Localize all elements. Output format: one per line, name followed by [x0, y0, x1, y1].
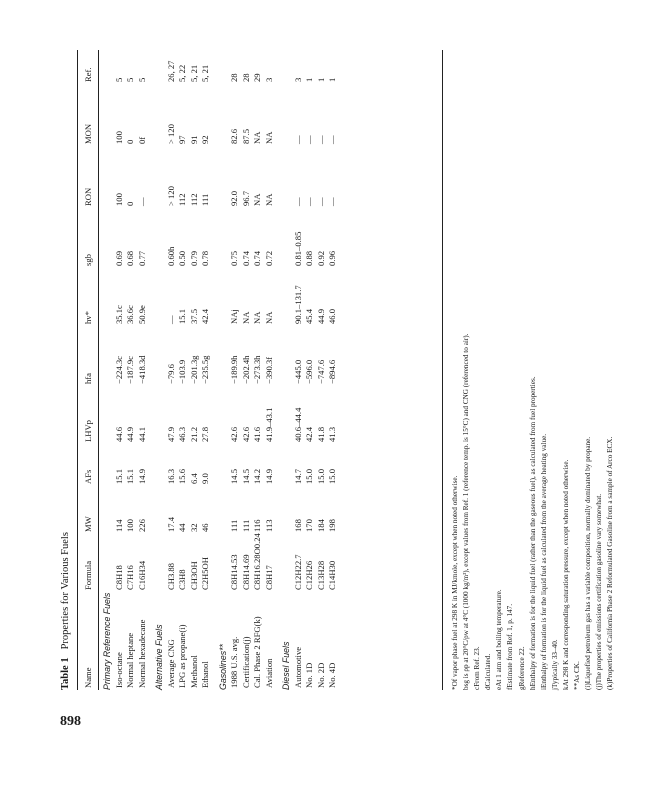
- table-cell: NA: [252, 311, 262, 324]
- table-cell: 41.3: [327, 426, 337, 442]
- header-cell: hfa: [83, 373, 93, 384]
- table-cell: 46: [200, 523, 210, 532]
- table-cell: 37.5: [188, 308, 199, 324]
- table-cell: 111: [200, 193, 210, 206]
- table-cell: 1: [315, 77, 326, 82]
- table-cell: 90.1–131.7: [292, 285, 303, 324]
- table-cell: 184: [315, 519, 326, 532]
- table-cell: 14.5: [229, 468, 239, 484]
- table-cell: 100: [125, 519, 135, 532]
- table-cell: C13H28: [315, 560, 326, 590]
- table-row: [264, 50, 275, 690]
- table-cell: C12H26: [304, 560, 314, 590]
- table-cell: −894.6: [327, 359, 337, 384]
- footnote: (i)Liquefied petroleum gas has a variable composition, normally dominated by propane.: [584, 436, 593, 690]
- page-number: 898: [60, 714, 81, 729]
- header-cell: Name: [83, 667, 93, 688]
- table-row: [166, 50, 177, 690]
- table-cell: C8H16.28O0.24: [252, 533, 262, 590]
- section-title: Diesel Fuels: [281, 641, 291, 690]
- footnote: dCalculated.: [484, 653, 493, 690]
- table-cell: C16H34: [136, 560, 147, 590]
- table-cell: 9.0: [200, 473, 210, 484]
- table-cell: 0.92: [315, 250, 326, 266]
- table-cell: 44.1: [136, 426, 147, 442]
- table-cell: C14H30: [327, 560, 337, 590]
- table-cell: 0.60h: [165, 246, 176, 266]
- table-row: [177, 50, 188, 690]
- table-cell: 111: [229, 519, 239, 532]
- table-cell: 198: [327, 519, 337, 532]
- header-cell: RON: [83, 187, 93, 206]
- table-cell: 1988 U.S. avg.: [229, 636, 239, 688]
- header-cell: Formula: [83, 560, 93, 590]
- table-cell: 40.6–44.4: [292, 407, 303, 442]
- header-cell: AFs: [83, 469, 93, 484]
- footnote: bsg is ρp at 20°C/ρw at 4°C (1000 kg/m³), except values from Ref. 1 (reference temp. is 15°C) and CNG (referenced to air).: [462, 333, 471, 690]
- table-cell: −747.6: [315, 359, 326, 384]
- table-cell: 15.6: [177, 468, 187, 484]
- table-cell: —: [327, 197, 337, 206]
- table-cell: 111: [240, 519, 251, 532]
- table-cell: Normal heptane: [125, 632, 135, 688]
- table-cell: 91: [188, 135, 199, 144]
- table-cell: No. 4D: [327, 662, 337, 688]
- table-cell: 113: [263, 519, 274, 532]
- table-cell: 44.6: [113, 426, 124, 442]
- table-cell: 42.4: [304, 426, 314, 442]
- table-cell: NA: [263, 131, 274, 144]
- table-cell: −418.3d: [136, 355, 147, 384]
- table-cell: 29: [252, 73, 262, 82]
- table-cell: 168: [292, 519, 303, 532]
- table-cell: NA: [263, 193, 274, 206]
- table-row: [316, 50, 327, 690]
- table-cell: Normal hexadecane: [136, 619, 147, 688]
- table-cell: −202.4h: [240, 355, 251, 384]
- table-cell: 15.1: [125, 468, 135, 484]
- table-cell: 28: [240, 73, 251, 82]
- table-cell: —: [327, 135, 337, 144]
- table-cell: 0.68: [125, 250, 135, 266]
- table-cell: 0.88: [304, 250, 314, 266]
- table-cell: −224.3c: [113, 356, 124, 384]
- footnote: (j)The properties of emissions certification gasoline vary somewhat.: [595, 494, 604, 690]
- table-cell: C3H8: [177, 569, 187, 590]
- table-row: [114, 50, 125, 690]
- footnote: *Of vapor phase fuel at 298 K in MJ/kmole, except when noted otherwise.: [451, 475, 459, 690]
- table-cell: 42.4: [200, 308, 210, 324]
- table-row: [125, 50, 136, 690]
- table-cell: 45.4: [304, 308, 314, 324]
- table-cell: CH3OH: [188, 561, 199, 590]
- header-cell: MW: [83, 516, 93, 532]
- table-cell: 100: [113, 131, 124, 144]
- table-cell: 0.74: [240, 250, 251, 266]
- table-cell: 35.1c: [113, 305, 124, 324]
- table-cell: −201.3g: [188, 355, 199, 384]
- table-cell: 92.0: [229, 190, 239, 206]
- footnote: jTypically 33–40.: [550, 639, 559, 690]
- table-cell: 0.74: [252, 250, 262, 266]
- table-cell: Cal. Phase 2 RFG(k): [252, 616, 262, 688]
- table-cell: C8H17: [263, 565, 274, 590]
- table-cell: 0: [125, 201, 135, 206]
- footnote: cFrom Ref. 23.: [473, 646, 482, 690]
- table-cell: 15.1: [177, 308, 187, 324]
- table-cell: 44: [177, 523, 187, 532]
- table-cell: 21.2: [188, 426, 199, 442]
- rotated-table-block: [58, 50, 618, 690]
- table-cell: 5, 21: [188, 64, 199, 82]
- table-cell: C8H14.53: [229, 554, 239, 590]
- table-cell: —: [304, 197, 314, 206]
- table-cell: 50.9e: [136, 305, 147, 324]
- header-cell: MON: [83, 123, 93, 144]
- table-cell: —: [292, 135, 303, 144]
- table-cell: 1: [327, 77, 337, 82]
- table-row: [241, 50, 252, 690]
- table-cell: NA: [263, 311, 274, 324]
- section-title: Gasolines**: [217, 644, 228, 690]
- table-cell: 5, 22: [177, 64, 187, 82]
- table-cell: 100: [113, 193, 124, 206]
- table-cell: 226: [136, 519, 147, 532]
- table-cell: —: [165, 315, 176, 324]
- table-cell: 114: [113, 519, 124, 532]
- table-cell: NA: [252, 193, 262, 206]
- table-cell: No. 2D: [315, 662, 326, 688]
- table-cell: 0.81–0.85: [292, 231, 303, 266]
- table-cell: 97: [177, 135, 187, 144]
- table-cell: 16.3: [165, 468, 176, 484]
- table-cell: 0: [125, 139, 135, 144]
- header-cell: Ref.: [83, 67, 93, 82]
- table-cell: −103.9: [177, 359, 187, 384]
- table-cell: 82.6: [229, 128, 239, 144]
- table-cell: 0.78: [200, 250, 210, 266]
- table-cell: NA: [240, 311, 251, 324]
- table-cell: −445.0: [292, 359, 303, 384]
- table-cell: 6.4: [188, 473, 199, 484]
- table-cell: 41.6: [252, 426, 262, 442]
- table-row: [189, 50, 200, 690]
- table-cell: 3: [292, 77, 303, 82]
- table-row: [229, 50, 240, 690]
- table-cell: 1: [304, 77, 314, 82]
- table-cell: Average CNG: [165, 639, 176, 688]
- table-cell: —: [292, 197, 303, 206]
- table-row: [252, 50, 263, 690]
- table-cell: 5: [113, 77, 124, 82]
- table-cell: C8H14.69: [240, 554, 251, 590]
- table-cell: 87.5: [240, 128, 251, 144]
- top-rule: [77, 50, 78, 690]
- table-cell: 96.7: [240, 190, 251, 206]
- table-cell: 170: [304, 519, 314, 532]
- header-cell: LHVp: [83, 420, 93, 442]
- table-cell: 0.69: [113, 250, 124, 266]
- table-cell: C7H16: [125, 565, 135, 590]
- table-caption: Properties for Various Fuels: [60, 532, 71, 650]
- table-cell: > 120: [165, 124, 176, 144]
- table-cell: Iso-octane: [113, 652, 124, 688]
- footnote: gReference 22.: [517, 646, 526, 690]
- table-cell: 17.4: [165, 516, 176, 532]
- table-cell: 41.9–43.1: [263, 407, 274, 442]
- table-cell: —: [315, 135, 326, 144]
- table-row: [293, 50, 304, 690]
- footnote: hEnthalpy of formation is for the liquid fuel (rather than the gaseous fuel), as calculated from fuel properties.: [528, 376, 537, 690]
- table-cell: —: [304, 135, 314, 144]
- table-cell: 116: [252, 519, 262, 532]
- table-cell: 5: [136, 77, 147, 82]
- table-cell: Methanol: [188, 655, 199, 688]
- table-cell: Automotive: [292, 646, 303, 688]
- table-cell: 44.9: [315, 308, 326, 324]
- table-cell: 5, 21: [200, 64, 210, 82]
- table-cell: 42.6: [240, 426, 251, 442]
- table-cell: 44.9: [125, 426, 135, 442]
- table-cell: —: [136, 197, 147, 206]
- table-cell: 5: [125, 77, 135, 82]
- table-cell: −189.9h: [229, 355, 239, 384]
- table-cell: 14.9: [263, 468, 274, 484]
- table-cell: C12H22.7: [292, 554, 303, 590]
- table-cell: 15.0: [327, 468, 337, 484]
- table-cell: −273.3h: [252, 355, 262, 384]
- footnotes: [450, 50, 616, 690]
- table-cell: −79.6: [165, 364, 176, 384]
- table-cell: 15.1: [113, 468, 124, 484]
- table-cell: No. 1D: [304, 662, 314, 688]
- header-rule: [98, 50, 99, 690]
- table-cell: C2H5OH: [200, 557, 210, 590]
- section-title: Alternative Fuels: [154, 624, 164, 690]
- header-cell: hv*: [83, 311, 93, 324]
- table-cell: LPG as propane(i): [177, 624, 187, 688]
- table-cell: NA: [252, 131, 262, 144]
- bottom-rule: [442, 50, 443, 690]
- table-cell: NAj: [229, 309, 239, 324]
- table-cell: Certification(j): [240, 636, 251, 688]
- table-cell: 46.3: [177, 426, 187, 442]
- table-cell: 15.0: [315, 468, 326, 484]
- table-cell: 47.9: [165, 426, 176, 442]
- table-cell: −596.0: [304, 359, 314, 384]
- header-cell: sgb: [83, 254, 93, 266]
- section-title: Primary Reference Fuels: [102, 592, 112, 690]
- table-cell: 0.79: [188, 250, 199, 266]
- table-cell: −390.3f: [263, 356, 274, 384]
- table-cell: 26, 27: [165, 60, 176, 82]
- table-cell: CH3.88: [165, 563, 176, 590]
- table-row: [304, 50, 315, 690]
- footnote: iEnthalpy of formation is for the liquid fuel as calculated from the average heating value.: [539, 433, 548, 690]
- footnote: fEstimate from Ref. 1, p. 147.: [506, 603, 515, 690]
- table-cell: −235.5g: [200, 355, 210, 384]
- table-cell: 0.50: [177, 250, 187, 266]
- table-row: [137, 50, 148, 690]
- table-cell: 0.75: [229, 250, 239, 266]
- footnote: (k)Properties of California Phase 2 Reformulated Gasoline from a sample of Arco ECX.: [606, 436, 615, 690]
- table-cell: 32: [188, 523, 199, 532]
- table-cell: 112: [188, 193, 199, 206]
- table-cell: 14.5: [240, 468, 251, 484]
- table-header-row: [83, 50, 94, 690]
- table-cell: Ethanol: [200, 661, 210, 688]
- table-cell: Aviation: [263, 658, 274, 688]
- table-row: [327, 50, 338, 690]
- table-title: [60, 532, 71, 690]
- table-cell: 112: [177, 193, 187, 206]
- table-cell: 14.9: [136, 468, 147, 484]
- table-cell: 46.0: [327, 308, 337, 324]
- table-cell: 36.6c: [125, 305, 135, 324]
- table-cell: 92: [200, 135, 210, 144]
- table-cell: 42.6: [229, 426, 239, 442]
- table-cell: −187.9c: [125, 356, 135, 384]
- table-cell: 27.8: [200, 426, 210, 442]
- table-cell: 0.96: [327, 250, 337, 266]
- table-cell: 28: [229, 73, 239, 82]
- table-cell: 15.0: [304, 468, 314, 484]
- table-label: Table 1: [60, 657, 71, 690]
- table-cell: 14.2: [252, 468, 262, 484]
- table-cell: C8H18: [113, 565, 124, 590]
- table-cell: 41.8: [315, 426, 326, 442]
- table-cell: > 120: [165, 186, 176, 206]
- table-cell: 0.72: [263, 250, 274, 266]
- table-cell: 3: [263, 77, 274, 82]
- table-cell: 0f: [136, 136, 147, 144]
- table-cell: —: [315, 197, 326, 206]
- table-cell: 0.77: [136, 250, 147, 266]
- footnote: kAt 298 K and corresponding saturation pressure, except when noted otherwise.: [561, 459, 570, 690]
- table-row: [200, 50, 211, 690]
- footnote: eAt 1 atm and boiling temperature.: [495, 589, 504, 690]
- footnote: **As CK.: [573, 661, 582, 690]
- table-cell: 14.7: [292, 468, 303, 484]
